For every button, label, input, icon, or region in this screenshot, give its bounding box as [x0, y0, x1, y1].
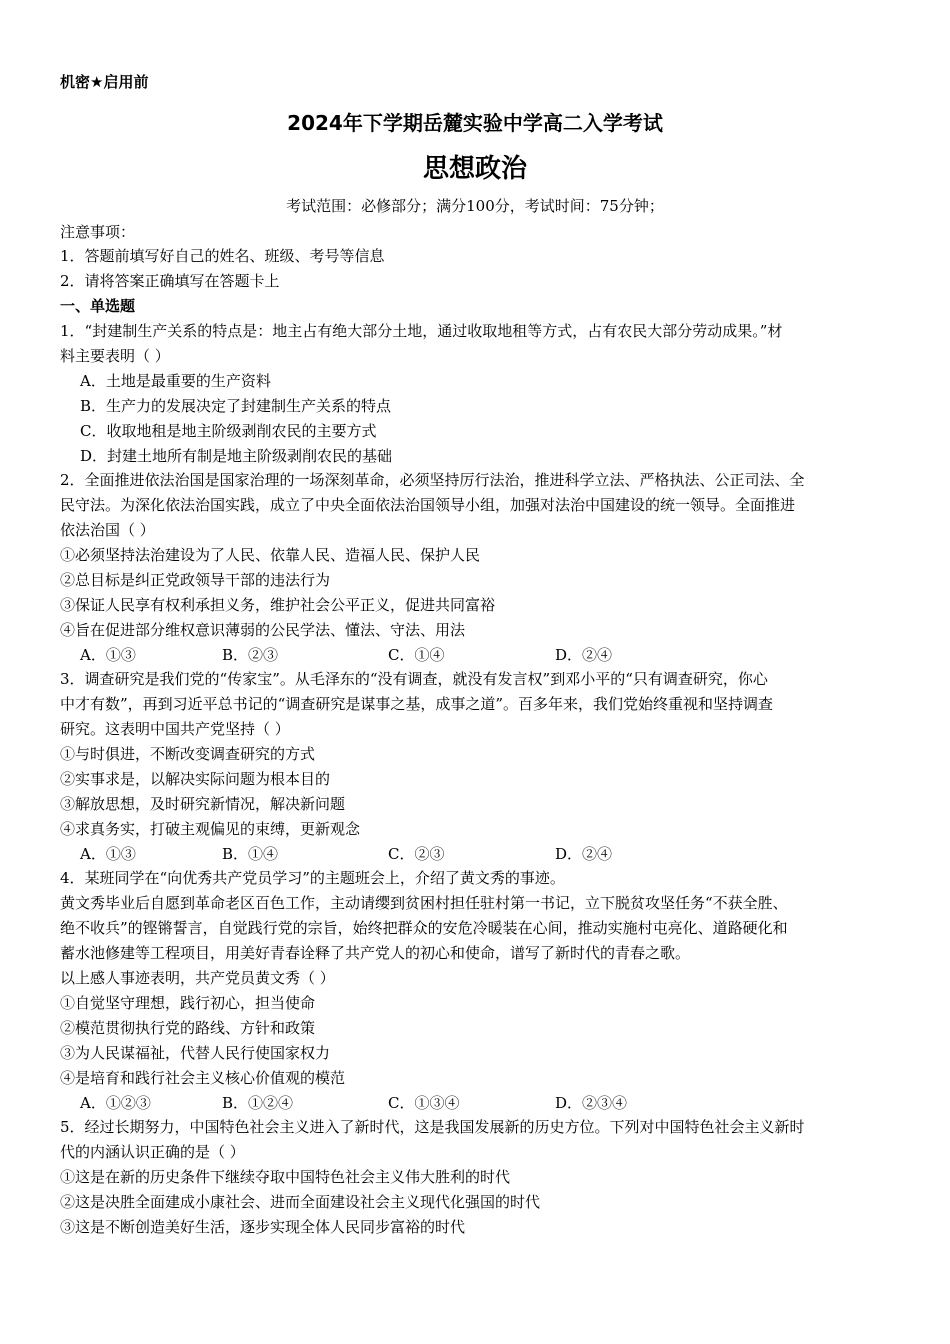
question-4-option-b: B．①②④ — [222, 1094, 294, 1112]
question-3-text: 中才有数”，再到习近平总书记的“调查研究是谋事之基，成事之道”。百多年来，我们党始终重视和坚持调查 — [60, 695, 774, 713]
question-2-text: 依法治国（ ） — [60, 521, 155, 539]
question-4-text: 4．某班同学在“向优秀共产党员学习”的主题班会上，介绍了黄文秀的事迹。 — [60, 869, 565, 887]
question-4-text: 绝不收兵”的铿锵誓言，自觉践行党的宗旨，始终把群众的安危冷暖装在心间，推动实施村屯亮化、道路硬化和 — [60, 919, 788, 937]
question-5-item: ②这是决胜全面建成小康社会、进而全面建设社会主义现代化强国的时代 — [60, 1193, 541, 1211]
question-2-item: ③保证人民享有权利承担义务，维护社会公平正义，促进共同富裕 — [60, 596, 496, 614]
question-1-option-d: D．封建土地所有制是地主阶级剥削农民的基础 — [80, 447, 393, 465]
question-4-option-d: D．②③④ — [555, 1094, 628, 1112]
question-3-option-d: D．②④ — [555, 845, 613, 863]
question-2-text: 民守法。为深化依法治国实践，成立了中央全面依法治国领导小组，加强对法治中国建设的统一领导。全面推进 — [60, 496, 796, 514]
question-1-option-c: C．收取地租是地主阶级剥削农民的主要方式 — [80, 422, 377, 440]
question-2-option-b: B．②③ — [222, 646, 279, 664]
question-5-text: 5．经过长期努力，中国特色社会主义进入了新时代，这是我国发展新的历史方位。下列对中国特色社会主义新时 — [60, 1118, 805, 1136]
question-2-option-a: A．①③ — [80, 646, 136, 664]
notice-item: 1．答题前填写好自己的姓名、班级、考号等信息 — [60, 247, 385, 265]
question-4-text: 以上感人事迹表明，共产党员黄文秀（ ） — [60, 969, 335, 987]
question-2-option-c: C．①④ — [388, 646, 445, 664]
question-4-text: 黄文秀毕业后自愿到革命老区百色工作，主动请缨到贫困村担任驻村第一书记，立下脱贫攻坚任务“不获全胜、 — [60, 894, 788, 912]
question-1-text: 1．“封建制生产关系的特点是：地主占有绝大部分土地，通过收取地租等方式，占有农民大部分劳动成果。”材 — [60, 322, 783, 340]
question-2-option-d: D．②④ — [555, 646, 613, 664]
question-3-item: ④求真务实，打破主观偏见的束缚，更新观念 — [60, 820, 361, 838]
question-3-text: 研究。这表明中国共产党坚持（ ） — [60, 720, 290, 738]
exam-info: 考试范围：必修部分；满分100分，考试时间：75分钟； — [286, 197, 664, 215]
question-3-item: ②实事求是，以解决实际问题为根本目的 — [60, 770, 331, 788]
question-2-item: ④旨在促进部分维权意识薄弱的公民学法、懂法、守法、用法 — [60, 621, 466, 639]
question-3-item: ③解放思想，及时研究新情况，解决新问题 — [60, 795, 346, 813]
question-4-item: ④是培育和践行社会主义核心价值观的模范 — [60, 1069, 346, 1087]
subject-title: 思想政治 — [422, 154, 527, 184]
question-4-item: ①自觉坚守理想，践行初心，担当使命 — [60, 994, 316, 1012]
question-2-text: 2．全面推进依法治国是国家治理的一场深刻革命，必须坚持厉行法治，推进科学立法、严格执法、公正司法、全 — [60, 471, 805, 489]
question-1-option-a: A．土地是最重要的生产资料 — [80, 372, 271, 390]
question-2-item: ②总目标是纠正党政领导干部的违法行为 — [60, 571, 331, 589]
question-1-option-b: B．生产力的发展决定了封建制生产关系的特点 — [80, 397, 392, 415]
question-4-item: ③为人民谋福祉，代替人民行使国家权力 — [60, 1044, 331, 1062]
exam-title: 2024年下学期岳麓实验中学高二入学考试 — [287, 111, 663, 135]
question-3-text: 3．调查研究是我们党的“传家宝”。从毛泽东的“没有调查，就没有发言权”到邓小平的“只有调查研究，你心 — [60, 670, 768, 688]
section-heading: 一、单选题 — [60, 297, 136, 315]
question-5-item: ①这是在新的历史条件下继续夺取中国特色社会主义伟大胜利的时代 — [60, 1168, 511, 1186]
question-4-option-c: C．①③④ — [388, 1094, 460, 1112]
question-4-item: ②模范贯彻执行党的路线、方针和政策 — [60, 1019, 316, 1037]
question-5-text: 代的内涵认识正确的是（ ） — [60, 1143, 245, 1161]
confidential-mark: 机密★启用前 — [60, 73, 149, 91]
question-4-text: 蓄水池修建等工程项目，用美好青春诠释了共产党人的初心和使命，谱写了新时代的青春之歌。 — [60, 944, 691, 962]
question-5-item: ③这是不断创造美好生活，逐步实现全体人民同步富裕的时代 — [60, 1218, 466, 1236]
notice-item: 2．请将答案正确填写在答题卡上 — [60, 272, 280, 290]
question-3-item: ①与时俱进，不断改变调查研究的方式 — [60, 745, 316, 763]
question-3-option-c: C．②③ — [388, 845, 445, 863]
notice-heading: 注意事项： — [60, 223, 136, 241]
question-3-option-b: B．①④ — [222, 845, 279, 863]
question-3-option-a: A．①③ — [80, 845, 136, 863]
question-1-text: 料主要表明（ ） — [60, 347, 170, 365]
question-2-item: ①必须坚持法治建设为了人民、依靠人民、造福人民、保护人民 — [60, 546, 481, 564]
question-4-option-a: A．①②③ — [80, 1094, 151, 1112]
